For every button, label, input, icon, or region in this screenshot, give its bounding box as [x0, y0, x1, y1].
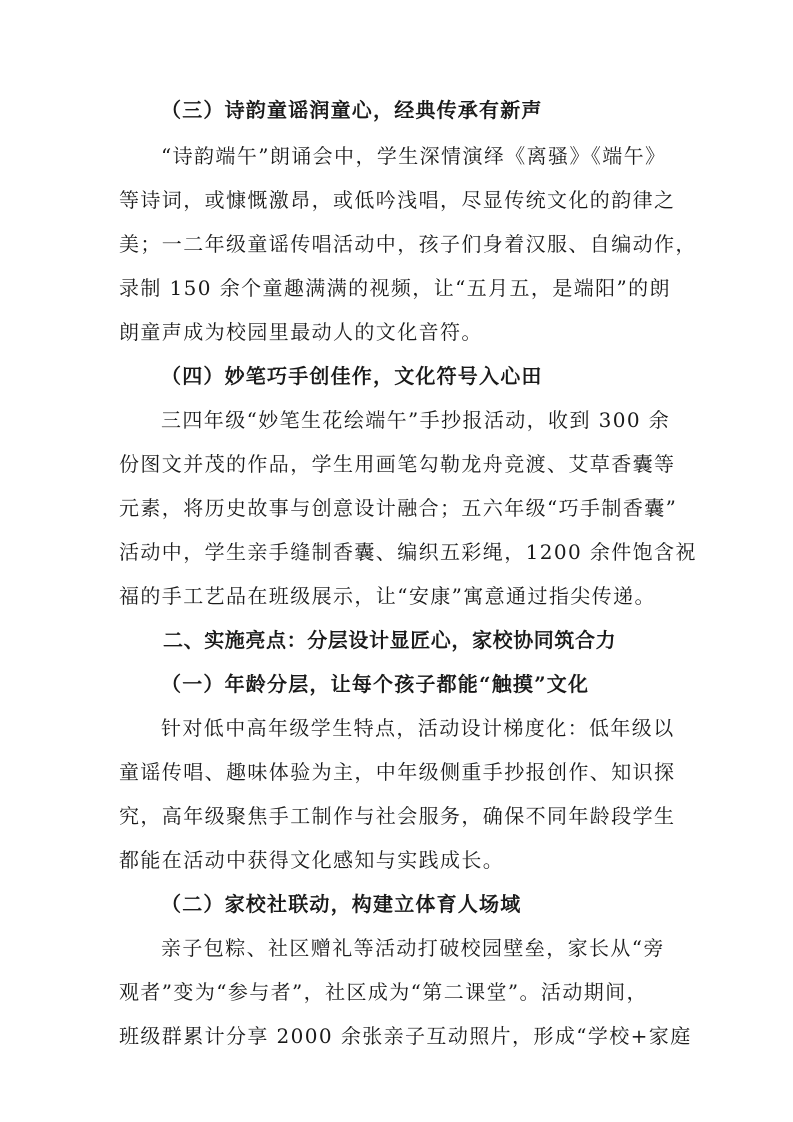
section-heading-age-layers: （一）年龄分层，让每个孩子都能“触摸”文化 [161, 672, 590, 696]
section-heading-poetry: （三）诗韵童谣润童心，经典传承有新声 [161, 98, 543, 122]
chapter-heading-highlights: 二、实施亮点：分层设计显匠心，家校协同筑合力 [163, 628, 617, 652]
paragraph-line: 亲子包粽、社区赠礼等活动打破校园壁垒，家长从“旁 [161, 936, 665, 960]
paragraph-line: “诗韵端午”朗诵会中，学生深情演绎《离骚》《端午》 [161, 144, 667, 168]
paragraph-line: 美；一二年级童谣传唱活动中，孩子们身着汉服、自编动作， [119, 232, 697, 256]
paragraph-line: 观者”变为“参与者”，社区成为“第二课堂”。活动期间， [119, 980, 648, 1004]
paragraph-line: 录制 150 余个童趣满满的视频，让“五月五，是端阳”的朗 [119, 276, 671, 300]
paragraph-line: 元素，将历史故事与创意设计融合；五六年级“巧手制香囊” [119, 496, 678, 520]
section-heading-home-school: （二）家校社联动，构建立体育人场域 [161, 892, 522, 916]
paragraph-line: 针对低中高年级学生特点，活动设计梯度化：低年级以 [161, 716, 675, 740]
paragraph-line: 究，高年级聚焦手工制作与社会服务，确保不同年龄段学生 [119, 804, 676, 828]
section-heading-crafts: （四）妙笔巧手创佳作，文化符号入心田 [161, 364, 543, 388]
paragraph-line: 活动中，学生亲手缝制香囊、编织五彩绳，1200 余件饱含祝 [119, 540, 697, 564]
paragraph-line: 班级群累计分享 2000 余张亲子互动照片，形成“学校+家庭 [119, 1024, 692, 1048]
paragraph-line: 三四年级“妙笔生花绘端午”手抄报活动，收到 300 余 [161, 408, 671, 432]
paragraph-line: 都能在活动中获得文化感知与实践成长。 [119, 848, 505, 872]
paragraph-line: 童谣传唱、趣味体验为主，中年级侧重手抄报创作、知识探 [119, 760, 676, 784]
paragraph-line: 份图文并茂的作品，学生用画笔勾勒龙舟竞渡、艾草香囊等 [119, 452, 676, 476]
paragraph-line: 福的手工艺品在班级展示，让“安康”寓意通过指尖传递。 [119, 584, 656, 608]
paragraph-line: 等诗词，或慷慨激昂，或低吟浅唱，尽显传统文化的韵律之 [119, 188, 676, 212]
paragraph-line: 朗童声成为校园里最动人的文化音符。 [119, 320, 483, 344]
